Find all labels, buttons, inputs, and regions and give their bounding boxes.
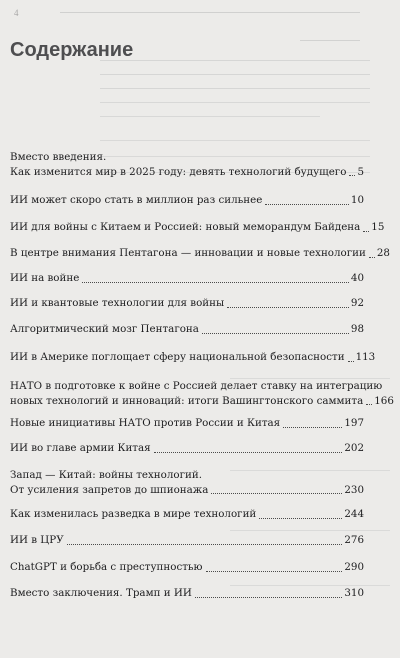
toc-page-number: 15 (371, 221, 385, 233)
dot-leader (366, 404, 372, 405)
toc-page-number: 290 (344, 561, 364, 573)
toc-entry (10, 220, 385, 235)
toc-page-number: 202 (344, 442, 364, 454)
page-title: Содержание (10, 39, 134, 61)
toc-entry (10, 379, 394, 408)
toc-entry-title-line: новых технологий и инноваций: итоги Вашингтонского саммита (10, 394, 364, 407)
toc-entry-title: В центре внимания Пентагона — инновации и новые технологии (10, 247, 366, 259)
toc-page-number: 113 (355, 351, 376, 363)
toc-entry-title: ИИ может скоро стать в миллион раз сильнее (10, 194, 263, 206)
toc-entry (10, 586, 364, 601)
dot-leader (154, 452, 343, 453)
toc-page-number: 166 (374, 394, 394, 407)
toc-page-number: 244 (344, 508, 364, 520)
toc-page-number: 197 (344, 417, 364, 429)
dot-leader (211, 493, 342, 494)
dot-leader (67, 544, 343, 545)
dot-leader (265, 204, 349, 205)
toc-page-number: 276 (344, 534, 364, 546)
toc-page-number: 230 (344, 483, 364, 496)
toc-entry-title-line: От усиления запретов до шпионажа (10, 483, 209, 496)
toc-entry (10, 193, 364, 208)
toc-page-number: 310 (344, 587, 364, 599)
toc-page-number: 5 (357, 165, 364, 178)
toc-entry-title-line: Вместо введения. (10, 151, 107, 163)
dot-leader (349, 175, 355, 176)
toc-entry (10, 441, 364, 456)
toc-entry-title-line: Как изменится мир в 2025 году: девять технологий будущего (10, 165, 347, 178)
running-head: 4 (14, 8, 19, 18)
toc-page-number: 92 (350, 297, 364, 309)
toc-entry (10, 271, 364, 286)
toc-entry (10, 296, 364, 311)
toc-entry (10, 246, 390, 261)
dot-leader (227, 307, 349, 308)
toc-entry-title-line: НАТО в подготовке к войне с Россией делает ставку на интеграцию (10, 380, 383, 392)
toc-entry-title: ИИ и квантовые технологии для войны (10, 297, 225, 309)
dot-leader (206, 571, 343, 572)
toc-entry-title: ChatGPT и борьба с преступностью (10, 561, 203, 573)
toc-entry-title: ИИ в Америке поглощает сферу национальной безопасности (10, 351, 345, 363)
toc-entry-title: ИИ для войны с Китаем и Россией: новый меморандум Байдена (10, 221, 361, 233)
toc-entry (10, 350, 376, 365)
toc-page-number: 10 (350, 194, 364, 206)
toc-entry-title: Алгоритмический мозг Пентагона (10, 323, 199, 335)
toc-page-number: 98 (350, 323, 364, 335)
dot-leader (202, 333, 349, 334)
toc-entry-title: Вместо заключения. Трамп и ИИ (10, 587, 192, 599)
dot-leader (195, 597, 343, 598)
toc-entry-title-line: Запад — Китай: войны технологий. (10, 469, 202, 481)
dot-leader (363, 231, 369, 232)
toc-entry (10, 533, 364, 548)
toc-entry (10, 468, 364, 497)
toc-page-number: 40 (350, 272, 364, 284)
toc-entry (10, 507, 364, 522)
dot-leader (82, 282, 349, 283)
dot-leader (369, 257, 375, 258)
toc-entry-title: ИИ в ЦРУ (10, 534, 64, 546)
toc-entry-title: ИИ во главе армии Китая (10, 442, 151, 454)
dot-leader (259, 518, 342, 519)
toc-page-number: 28 (376, 247, 390, 259)
dot-leader (283, 427, 342, 428)
toc-entry-title: Как изменилась разведка в мире технологий (10, 508, 257, 520)
toc-entry (10, 322, 364, 337)
toc-entry-title: ИИ на войне (10, 272, 80, 284)
toc-entry (10, 416, 364, 431)
toc-entry (10, 150, 364, 179)
toc-entry-title: Новые инициативы НАТО против России и Китая (10, 417, 281, 429)
dot-leader (348, 361, 354, 362)
toc-entry (10, 560, 364, 575)
